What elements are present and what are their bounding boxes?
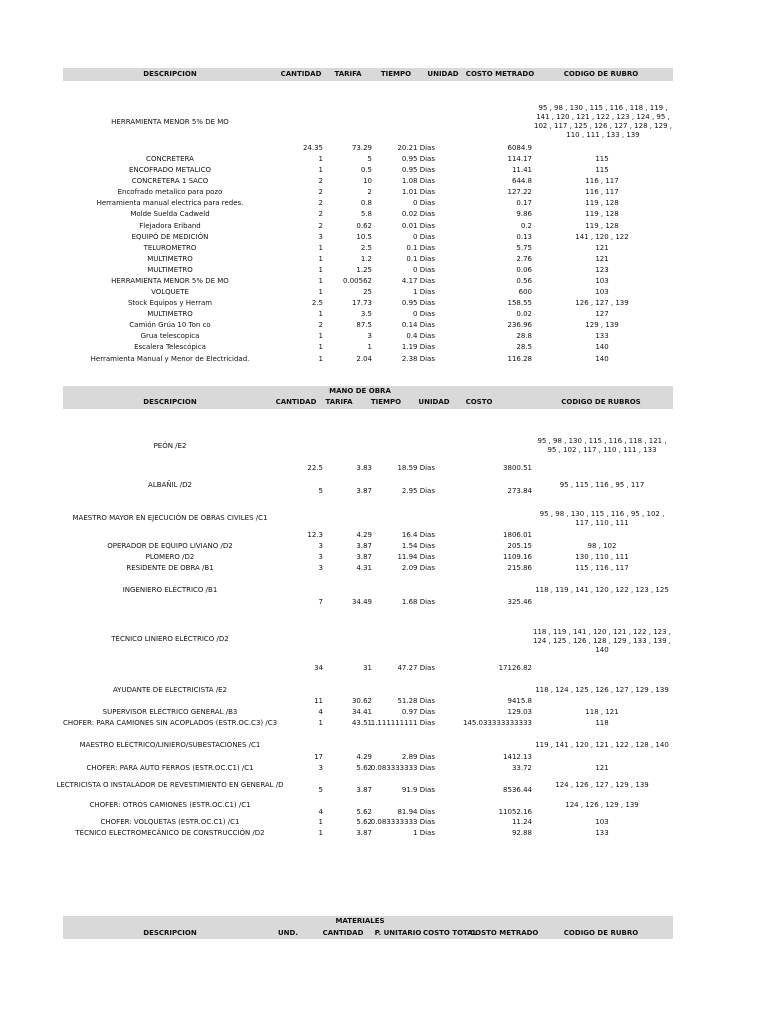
equipment-row-description: Herramienta Manual y Menor de Electricidad. bbox=[90, 355, 250, 363]
equipment-row-codigo: 121 bbox=[595, 255, 609, 263]
equipment-row-costo: 11.41 bbox=[511, 166, 532, 174]
equipment-row-description: Flejadora Eriband bbox=[139, 222, 201, 230]
equipment-row-cantidad: 2 bbox=[318, 199, 323, 207]
equipment-row-tiempo: 0.95 Dias bbox=[401, 155, 435, 163]
labor-row-tiempo: 1.54 Dias bbox=[401, 542, 435, 550]
equipment-row-tiempo: 2.38 Dias bbox=[401, 355, 435, 363]
labor-row-codigo: 124 , 126 , 129 , 139 bbox=[565, 801, 639, 809]
labor-row-codigo: 118 , 119 , 141 , 120 , 122 , 123 , 125 bbox=[535, 586, 669, 594]
labor-row-tiempo: 0.083333333 Dias bbox=[370, 764, 435, 772]
equipment-row-costo: 127.22 bbox=[507, 188, 532, 196]
labor-row-cantidad: 17 bbox=[314, 753, 323, 761]
equipment-row-tarifa: 1.25 bbox=[356, 266, 372, 274]
equipment-row-cantidad: 1 bbox=[318, 277, 323, 285]
labor-row-codigo: 118 bbox=[595, 719, 609, 727]
labor-row-codigo: 95 , 98 , 130 , 115 , 116 , 95 , 102 , 117 , 110 , 111 bbox=[539, 510, 665, 527]
equipment-row-codigo: 119 , 128 bbox=[585, 222, 619, 230]
equipment-row-cantidad: 1 bbox=[318, 355, 323, 363]
equipment-row-cantidad: 1 bbox=[318, 332, 323, 340]
labor-row-costo: 1412.13 bbox=[503, 753, 532, 761]
labor-row-codigo: 115 , 116 , 117 bbox=[575, 564, 629, 572]
labor-row-codigo: 130 , 110 , 111 bbox=[575, 553, 629, 561]
labor-row-costo: 273.84 bbox=[507, 487, 532, 495]
equipment-row-codigo: 140 bbox=[595, 355, 609, 363]
labor-row-cantidad: 12.3 bbox=[307, 531, 323, 539]
labor-row-tarifa: 4.29 bbox=[356, 753, 372, 761]
equipment-row-tiempo: 0 Dias bbox=[413, 266, 435, 274]
equipment-row-tiempo: 0 Dias bbox=[413, 199, 435, 207]
equipment-row-costo: 114.17 bbox=[507, 155, 532, 163]
equipment-row-costo: 0.17 bbox=[516, 199, 532, 207]
materials-header-costo-total: COSTO TOTAL bbox=[423, 929, 478, 937]
labor-row-cantidad: 5 bbox=[318, 786, 323, 794]
equipment-row-description: Molde Suelda Cadweld bbox=[130, 210, 210, 218]
equipment-row-costo: 0.2 bbox=[520, 222, 532, 230]
equipment-row-description: Grua telescopica bbox=[140, 332, 200, 340]
equipment-row-codigo: 133 bbox=[595, 332, 609, 340]
equipment-row-tiempo: 1.08 Dias bbox=[401, 177, 435, 185]
equipment-row-tiempo: 0 Dias bbox=[413, 233, 435, 241]
labor-row-costo: 11052.16 bbox=[498, 808, 532, 816]
labor-row-costo: 8536.44 bbox=[503, 786, 532, 794]
equipment-row-costo: 6084.9 bbox=[507, 144, 532, 152]
equipment-row-costo: 236.96 bbox=[507, 321, 532, 329]
equipment-row-tarifa: 0.8 bbox=[360, 199, 372, 207]
labor-row-costo: 11.24 bbox=[511, 818, 532, 826]
equipment-row-cantidad: 1 bbox=[318, 288, 323, 296]
labor-row-costo: 17126.82 bbox=[498, 664, 532, 672]
labor-row-codigo: 103 bbox=[595, 818, 609, 826]
equipment-row-tarifa: 3.5 bbox=[360, 310, 372, 318]
labor-row-tiempo: 81.94 Dias bbox=[397, 808, 435, 816]
equipment-row-description: Escalera Telescópica bbox=[134, 343, 206, 351]
labor-row-cantidad: 1 bbox=[318, 719, 323, 727]
labor-row-description: MAESTRO MAYOR EN EJECUCIÓN DE OBRAS CIVILES /C1 bbox=[72, 514, 268, 522]
labor-row-costo: 129.03 bbox=[507, 708, 532, 716]
equipment-row-tarifa: 87.5 bbox=[356, 321, 372, 329]
labor-row-costo: 92.88 bbox=[511, 829, 532, 837]
equipment-row-codigo: 129 , 139 bbox=[585, 321, 619, 329]
equipment-row-costo: 600 bbox=[518, 288, 532, 296]
equipment-row-description: EQUIPÓ DE MEDICIÓN bbox=[131, 233, 209, 241]
equipment-row-tarifa: 5.8 bbox=[360, 210, 372, 218]
labor-row-tarifa: 30.62 bbox=[351, 697, 372, 705]
labor-row-tiempo: 91.9 Dias bbox=[401, 786, 435, 794]
equipment-row-costo: 28.5 bbox=[516, 343, 532, 351]
labor-row-tiempo: 1 Dias bbox=[413, 829, 435, 837]
labor-row-cantidad: 4 bbox=[318, 708, 323, 716]
labor-row-tiempo: 2.89 Dias bbox=[401, 753, 435, 761]
equipment-row-costo: 0.13 bbox=[516, 233, 532, 241]
equipment-row-codigo: 116 , 117 bbox=[585, 188, 619, 196]
equipment-row-tarifa: 5 bbox=[367, 155, 372, 163]
equipment-row-tarifa: 2 bbox=[367, 188, 372, 196]
equipment-row-costo: 0.02 bbox=[516, 310, 532, 318]
labor-row-codigo: 124 , 126 , 127 , 129 , 139 bbox=[555, 781, 649, 789]
labor-row-tiempo: 47.27 Dias bbox=[397, 664, 435, 672]
header-codigo: CODIGO DE RUBRO bbox=[563, 70, 639, 78]
labor-row-tarifa: 5.62 bbox=[356, 808, 372, 816]
labor-row-cantidad: 3 bbox=[318, 542, 323, 550]
header-tarifa: TARIFA bbox=[334, 70, 362, 78]
equipment-row-cantidad: 2 bbox=[318, 321, 323, 329]
equipment-row-costo: 0.56 bbox=[516, 277, 532, 285]
materials-header-descripcion: DESCRIPCION bbox=[143, 929, 197, 937]
labor-row-description: PEÓN /E2 bbox=[153, 442, 187, 450]
labor-row-codigo: 95 , 98 , 130 , 115 , 116 , 118 , 121 , 95 , 102 , 117 , 110 , 111 , 133 bbox=[537, 437, 667, 454]
labor-row-codigo: 119 , 141 , 120 , 121 , 122 , 128 , 140 bbox=[535, 741, 669, 749]
labor-row-cantidad: 5 bbox=[318, 487, 323, 495]
equipment-row-tarifa: 3 bbox=[367, 332, 372, 340]
labor-row-description: OPERADOR DE EQUIPO LIVIANO /D2 bbox=[107, 542, 233, 550]
equipment-row-tiempo: 0.1 Dias bbox=[406, 244, 435, 252]
materials-header-costo-metrado: COSTO METRADO bbox=[470, 929, 539, 937]
labor-row-description: MAESTRO ELÉCTRICO/LINIERO/SUBESTACIONES /C1 bbox=[79, 741, 261, 749]
labor-row-tiempo: 18.59 Dias bbox=[397, 464, 435, 472]
equipment-row-tarifa: 0.00562 bbox=[343, 277, 372, 285]
labor-row-costo: 1806.01 bbox=[503, 531, 532, 539]
labor-row-description: CHOFER: PARA CAMIONES SIN ACOPLADOS (ESTR.OC.C3) /C3 bbox=[62, 719, 278, 727]
equipment-row-cantidad: 1 bbox=[318, 155, 323, 163]
equipment-row-tarifa: 73.29 bbox=[351, 144, 372, 152]
equipment-row-tiempo: 4.17 Dias bbox=[401, 277, 435, 285]
labor-row-description: INGENIERO ELÉCTRICO /B1 bbox=[122, 586, 218, 594]
equipment-row-description: HERRAMIENTA MENOR 5% DE MO bbox=[111, 277, 229, 285]
labor-row-tarifa: 34.41 bbox=[351, 708, 372, 716]
equipment-row-costo: 0.06 bbox=[516, 266, 532, 274]
equipment-row-codigo: 140 bbox=[595, 343, 609, 351]
equipment-row-cantidad: 1 bbox=[318, 244, 323, 252]
equipment-row-codigo: 103 bbox=[595, 277, 609, 285]
labor-header-costo: COSTO bbox=[465, 398, 493, 406]
equipment-row-description: CONCRETERA bbox=[146, 155, 194, 163]
labor-header-descripcion: DESCRIPCION bbox=[143, 398, 197, 406]
equipment-row-tiempo: 0.1 Dias bbox=[406, 255, 435, 263]
equipment-row-codigo: 123 bbox=[595, 266, 609, 274]
labor-row-tarifa: 4.31 bbox=[356, 564, 372, 572]
equipment-row-tiempo: 0.95 Dias bbox=[401, 299, 435, 307]
labor-header-tarifa: TARIFA bbox=[325, 398, 353, 406]
equipment-row-tarifa: 1 bbox=[367, 343, 372, 351]
equipment-row-costo: 116.28 bbox=[507, 355, 532, 363]
labor-row-cantidad: 3 bbox=[318, 553, 323, 561]
labor-row-tiempo: 0.083333333 Dias bbox=[370, 818, 435, 826]
header-costo-metrado: COSTO METRADO bbox=[465, 70, 535, 78]
labor-row-cantidad: 34 bbox=[314, 664, 323, 672]
equipment-row-tiempo: 0.14 Dias bbox=[401, 321, 435, 329]
equipment-row-costo: 5.75 bbox=[516, 244, 532, 252]
equipment-row-description: TELUROMETRO bbox=[143, 244, 197, 252]
labor-row-tiempo: 2.09 Dias bbox=[401, 564, 435, 572]
equipment-row-tarifa: 0.5 bbox=[360, 166, 372, 174]
materials-header-cantidad: CANTIDAD bbox=[322, 929, 364, 937]
labor-row-description: PLOMERO /D2 bbox=[145, 553, 195, 561]
labor-row-codigo: 95 , 115 , 116 , 95 , 117 bbox=[559, 481, 645, 489]
equipment-intro-description: HERRAMIENTA MENOR 5% DE MO bbox=[111, 118, 229, 126]
equipment-row-tarifa: 17.73 bbox=[351, 299, 372, 307]
labor-row-tarifa: 43.51 bbox=[351, 719, 372, 727]
equipment-row-description: Stock Equipos y Herram bbox=[127, 299, 213, 307]
labor-row-cantidad: 1 bbox=[318, 829, 323, 837]
labor-row-costo: 145.033333333333 bbox=[462, 719, 532, 727]
header-tiempo: TIEMPO bbox=[380, 70, 412, 78]
labor-row-tiempo: 0.97 Dias bbox=[401, 708, 435, 716]
labor-row-cantidad: 3 bbox=[318, 764, 323, 772]
labor-row-codigo: 133 bbox=[595, 829, 609, 837]
labor-row-cantidad: 4 bbox=[318, 808, 323, 816]
equipment-row-codigo: 115 bbox=[595, 155, 609, 163]
labor-row-tiempo: 1.111111111 Dias bbox=[370, 719, 435, 727]
labor-row-tarifa: 3.87 bbox=[356, 542, 372, 550]
header-unidad: UNIDAD bbox=[427, 70, 459, 78]
labor-row-description: TÉCNICO LINIERO ELÉCTRICO /D2 bbox=[111, 635, 229, 643]
materials-title: MATERIALES bbox=[335, 917, 385, 925]
equipment-row-codigo: 119 , 128 bbox=[585, 199, 619, 207]
equipment-row-tarifa: 10 bbox=[363, 177, 372, 185]
equipment-row-tiempo: 1 Dias bbox=[413, 288, 435, 296]
equipment-row-cantidad: 24.35 bbox=[302, 144, 323, 152]
equipment-row-description: MULTIMETRO bbox=[147, 266, 193, 274]
labor-row-cantidad: 11 bbox=[314, 697, 323, 705]
equipment-row-cantidad: 1 bbox=[318, 310, 323, 318]
labor-row-codigo: 118 , 119 , 141 , 120 , 121 , 122 , 123 , 124 , 125 , 126 , 128 , 129 , 133 , 139 , 140 bbox=[532, 628, 672, 654]
equipment-row-costo: 2.76 bbox=[516, 255, 532, 263]
labor-row-description: ALBAÑIL /D2 bbox=[148, 481, 192, 489]
labor-row-costo: 215.86 bbox=[507, 564, 532, 572]
labor-row-cantidad: 22.5 bbox=[307, 464, 323, 472]
equipment-row-tiempo: 0.01 Dias bbox=[401, 222, 435, 230]
equipment-row-codigo: 119 , 128 bbox=[585, 210, 619, 218]
labor-row-costo: 33.72 bbox=[511, 764, 532, 772]
labor-row-tarifa: 3.83 bbox=[356, 464, 372, 472]
equipment-row-codigo: 103 bbox=[595, 288, 609, 296]
equipment-row-costo: 28.8 bbox=[516, 332, 532, 340]
equipment-row-description: MULTIMETRO bbox=[147, 310, 193, 318]
labor-header-codigo: CODIGO DE RUBROS bbox=[561, 398, 641, 406]
labor-row-costo: 9415.8 bbox=[507, 697, 532, 705]
equipment-row-cantidad: 1 bbox=[318, 343, 323, 351]
equipment-row-costo: 158.55 bbox=[507, 299, 532, 307]
equipment-row-tiempo: 0 Dias bbox=[413, 310, 435, 318]
labor-row-codigo: 118 , 121 bbox=[585, 708, 619, 716]
labor-row-tarifa: 3.87 bbox=[356, 829, 372, 837]
labor-row-costo: 1109.16 bbox=[503, 553, 532, 561]
labor-row-tiempo: 1.68 Dias bbox=[401, 598, 435, 606]
labor-header-unidad: UNIDAD bbox=[418, 398, 450, 406]
equipment-row-tiempo: 1.01 Dias bbox=[401, 188, 435, 196]
equipment-row-codigo: 127 bbox=[595, 310, 609, 318]
equipment-row-costo: 644.8 bbox=[511, 177, 532, 185]
header-descripcion: DESCRIPCION bbox=[143, 70, 197, 78]
labor-row-codigo: 121 bbox=[595, 764, 609, 772]
equipment-row-tiempo: 20.21 Dias bbox=[397, 144, 435, 152]
labor-row-description: SUPERVISOR ELÉCTRICO GENERAL /B3 bbox=[102, 708, 238, 716]
labor-row-codigo: 118 , 124 , 125 , 126 , 127 , 129 , 139 bbox=[535, 686, 669, 694]
equipment-intro-codes: 95 , 98 , 130 , 115 , 116 , 118 , 119 , 141 , 120 , 121 , 122 , 123 , 124 , 95 , 102 , 117 , 125 , 126 , 127 , 128 , 129 , 110 , 111 , 133 , 139 bbox=[533, 104, 673, 139]
equipment-row-tarifa: 0.62 bbox=[356, 222, 372, 230]
equipment-row-codigo: 116 , 117 bbox=[585, 177, 619, 185]
labor-row-cantidad: 1 bbox=[318, 818, 323, 826]
equipment-row-codigo: 121 bbox=[595, 244, 609, 252]
materials-header-und: UND. bbox=[277, 929, 299, 937]
equipment-row-cantidad: 1 bbox=[318, 255, 323, 263]
labor-header-cantidad: CANTIDAD bbox=[275, 398, 317, 406]
equipment-row-codigo: 141 , 120 , 122 bbox=[575, 233, 629, 241]
labor-header-tiempo: TIEMPO bbox=[370, 398, 402, 406]
equipment-row-cantidad: 1 bbox=[318, 266, 323, 274]
materials-header-codigo: CODIGO DE RUBRO bbox=[563, 929, 639, 937]
equipment-row-tarifa: 2.5 bbox=[360, 244, 372, 252]
equipment-row-cantidad: 3 bbox=[318, 233, 323, 241]
labor-row-tarifa: 5.62 bbox=[356, 818, 372, 826]
equipment-row-description: CONCRETERA 1 SACO bbox=[131, 177, 209, 185]
equipment-row-description: Camión Grúa 10 Ton co bbox=[129, 321, 211, 329]
labor-row-tiempo: 16.4 Dias bbox=[401, 531, 435, 539]
equipment-row-description: MULTIMETRO bbox=[147, 255, 193, 263]
labor-row-tarifa: 4.29 bbox=[356, 531, 372, 539]
header-cantidad: CANTIDAD bbox=[280, 70, 322, 78]
equipment-row-cantidad: 2.5 bbox=[311, 299, 323, 307]
labor-row-codigo: 98 , 102 bbox=[587, 542, 617, 550]
labor-row-tarifa: 3.87 bbox=[356, 553, 372, 561]
labor-row-cantidad: 3 bbox=[318, 564, 323, 572]
equipment-row-description: VOLQUETE bbox=[151, 288, 189, 296]
equipment-row-cantidad: 1 bbox=[318, 166, 323, 174]
equipment-row-tiempo: 0.02 Dias bbox=[401, 210, 435, 218]
labor-row-description: CHOFER: VOLQUETAS (ESTR.OC.C1) /C1 bbox=[100, 818, 240, 826]
equipment-row-description: Encofrado metalico para pozo bbox=[117, 188, 223, 196]
labor-title: MANO DE OBRA bbox=[329, 387, 391, 395]
equipment-row-cantidad: 2 bbox=[318, 222, 323, 230]
labor-row-costo: 3800.51 bbox=[503, 464, 532, 472]
labor-row-tiempo: 51.28 Dias bbox=[397, 697, 435, 705]
equipment-row-description: ENCOFRADO METALICO bbox=[129, 166, 211, 174]
equipment-row-cantidad: 2 bbox=[318, 177, 323, 185]
equipment-row-tiempo: 0.4 Dias bbox=[406, 332, 435, 340]
labor-row-description: TÉCNICO ELECTROMECÁNICO DE CONSTRUCCIÓN /D2 bbox=[75, 829, 265, 837]
materials-header-p-unitario: P. UNITARIO bbox=[374, 929, 422, 937]
labor-row-costo: 325.46 bbox=[507, 598, 532, 606]
equipment-row-description: Herramienta manual electrica para redes. bbox=[96, 199, 244, 207]
labor-row-tiempo: 2.95 Dias bbox=[401, 487, 435, 495]
labor-row-tarifa: 3.87 bbox=[356, 487, 372, 495]
equipment-row-cantidad: 2 bbox=[318, 188, 323, 196]
equipment-row-codigo: 115 bbox=[595, 166, 609, 174]
equipment-row-costo: 9.86 bbox=[516, 210, 532, 218]
equipment-row-tiempo: 1.19 Dias bbox=[401, 343, 435, 351]
labor-row-costo: 205.15 bbox=[507, 542, 532, 550]
labor-row-description: RESIDENTE DE OBRA /B1 bbox=[126, 564, 214, 572]
labor-row-tarifa: 5.62 bbox=[356, 764, 372, 772]
labor-row-cantidad: 7 bbox=[318, 598, 323, 606]
labor-row-description: CHOFER: OTROS CAMIONES (ESTR.OC.C1) /C1 bbox=[89, 801, 251, 809]
equipment-row-tarifa: 2.04 bbox=[356, 355, 372, 363]
equipment-row-cantidad: 2 bbox=[318, 210, 323, 218]
equipment-row-tarifa: 10.5 bbox=[356, 233, 372, 241]
labor-row-tarifa: 3.87 bbox=[356, 786, 372, 794]
labor-row-description: CHOFER: PARA AUTO FERROS (ESTR.OC.C1) /C1 bbox=[86, 764, 254, 772]
equipment-row-codigo: 126 , 127 , 139 bbox=[575, 299, 629, 307]
labor-row-description: LECTRICISTA O INSTALADOR DE REVESTIMIENTO EN GENERAL /D bbox=[56, 781, 284, 789]
equipment-row-tiempo: 0.95 Dias bbox=[401, 166, 435, 174]
labor-row-description: AYUDANTE DE ELECTRICISTA /E2 bbox=[112, 686, 228, 694]
labor-row-tarifa: 31 bbox=[363, 664, 372, 672]
labor-row-tiempo: 11.94 Dias bbox=[397, 553, 435, 561]
equipment-row-tarifa: 1.2 bbox=[360, 255, 372, 263]
labor-row-tarifa: 34.49 bbox=[351, 598, 372, 606]
equipment-row-tarifa: 25 bbox=[363, 288, 372, 296]
